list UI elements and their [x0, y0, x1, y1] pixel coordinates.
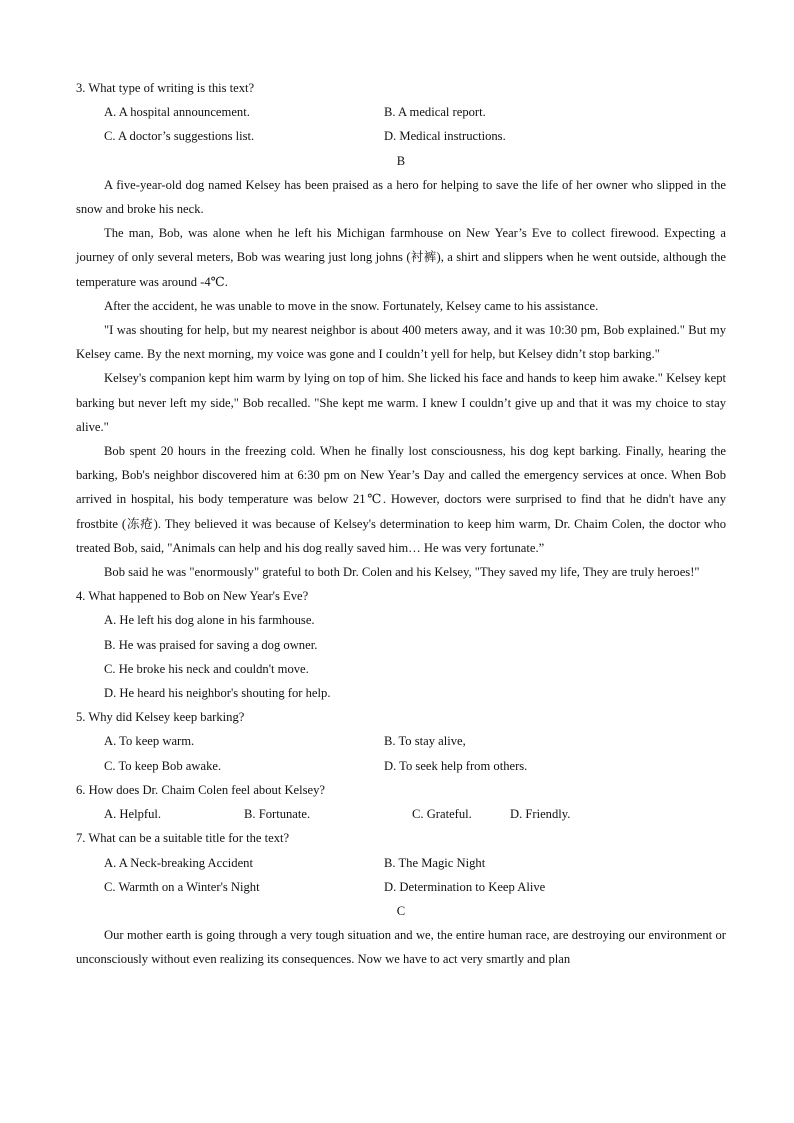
option-c: C. To keep Bob awake.	[104, 758, 222, 773]
option-b: B. To stay alive,	[384, 734, 466, 749]
answer-options	[76, 608, 726, 705]
answer-options	[76, 802, 726, 826]
answer-options	[76, 100, 726, 148]
option-d: D. To seek help from others.	[384, 758, 528, 773]
question-stem: 5. Why did Kelsey keep barking?	[76, 710, 245, 725]
option-a: A. To keep warm.	[104, 734, 195, 749]
passage-b	[76, 173, 726, 584]
option-d: D. He heard his neighbor's shouting for help.	[104, 686, 331, 701]
option-d: D. Medical instructions.	[384, 129, 506, 144]
passage-c	[76, 923, 726, 971]
option-d: D. Friendly.	[510, 807, 571, 822]
option-a: A. A hospital announcement.	[104, 105, 250, 120]
option-b: B. Fortunate.	[244, 807, 311, 822]
option-c: C. A doctor’s suggestions list.	[104, 129, 255, 144]
option-b: B. A medical report.	[384, 105, 486, 120]
paragraph: Bob spent 20 hours in the freezing cold. When he finally lost consciousness, his dog kept barking. Finally, hearing the barking, Bob's neighbor discovered him at 6:30 pm on New Year’s Day and called the emergency services at once. When Bob arrived in hospital, his body temperature was below 21℃. However, doctors were surprised to find that he didn't have any frostbite (冻疮). They believed it was because of Kelsey's determination to keep him warm, Dr. Chaim Colen, the doctor who treated Bob, said, "Animals can help and his dog really saved him… He was very fortunate.”	[76, 444, 726, 555]
question-stem: 3. What type of writing is this text?	[76, 81, 255, 95]
option-c: C. He broke his neck and couldn't move.	[104, 661, 309, 676]
paragraph: After the accident, he was unable to move in the snow. Fortunately, Kelsey came to his assistance.	[104, 298, 599, 313]
question-6	[76, 778, 726, 826]
option-c: C. Grateful.	[412, 807, 472, 822]
paragraph: "I was shouting for help, but my nearest neighbor is about 400 meters away, and it was 10:30 pm, Bob explained." But my Kelsey came. By the next morning, my voice was gone and I couldn’t yell for help, but Kelsey didn’t stop barking."	[76, 323, 726, 362]
answer-options	[76, 851, 726, 899]
paragraph: The man, Bob, was alone when he left his Michigan farmhouse on New Year’s Eve to collect firewood. Expecting a journey of only several meters, Bob was wearing just long johns (衬裤), a shirt and slippers when he went outside, although the temperature was around -4℃.	[76, 226, 726, 289]
page-content	[76, 76, 726, 972]
question-stem: 6. How does Dr. Chaim Colen feel about Kelsey?	[76, 782, 326, 797]
answer-options	[76, 729, 726, 777]
option-a: A. Helpful.	[104, 807, 162, 822]
paragraph: A five-year-old dog named Kelsey has been praised as a hero for helping to save the life of her owner who slipped in the snow and broke his neck.	[76, 177, 726, 217]
section-heading-c: C	[396, 903, 406, 918]
option-a: A. A Neck-breaking Accident	[104, 855, 253, 870]
paragraph: Our mother earth is going through a very tough situation and we, the entire human race, are destroying our environment or unconsciously without even realizing its consequences. Now we have to act very smartly and plan	[76, 928, 726, 967]
question-3	[76, 76, 726, 149]
option-b: B. The Magic Night	[384, 855, 486, 870]
question-4	[76, 584, 726, 705]
question-stem: 7. What can be a suitable title for the text?	[76, 831, 290, 846]
question-7	[76, 826, 726, 899]
option-a: A. He left his dog alone in his farmhouse.	[104, 613, 315, 628]
option-d: D. Determination to Keep Alive	[384, 879, 546, 894]
question-stem: 4. What happened to Bob on New Year's Eve?	[76, 589, 309, 604]
paragraph: Kelsey's companion kept him warm by lying on top of him. She licked his face and hands to keep him awake." Kelsey kept barking but never left my side," Bob recalled. "She kept me warm. I knew I couldn’t give up and that it was my choice to stay alive."	[76, 371, 726, 434]
section-heading-b: B	[396, 153, 406, 168]
paragraph: Bob said he was "enormously" grateful to both Dr. Colen and his Kelsey, "They saved my life, They are truly heroes!"	[104, 565, 700, 580]
option-c: C. Warmth on a Winter's Night	[104, 879, 260, 894]
option-b: B. He was praised for saving a dog owner.	[104, 637, 318, 652]
question-5	[76, 705, 726, 778]
